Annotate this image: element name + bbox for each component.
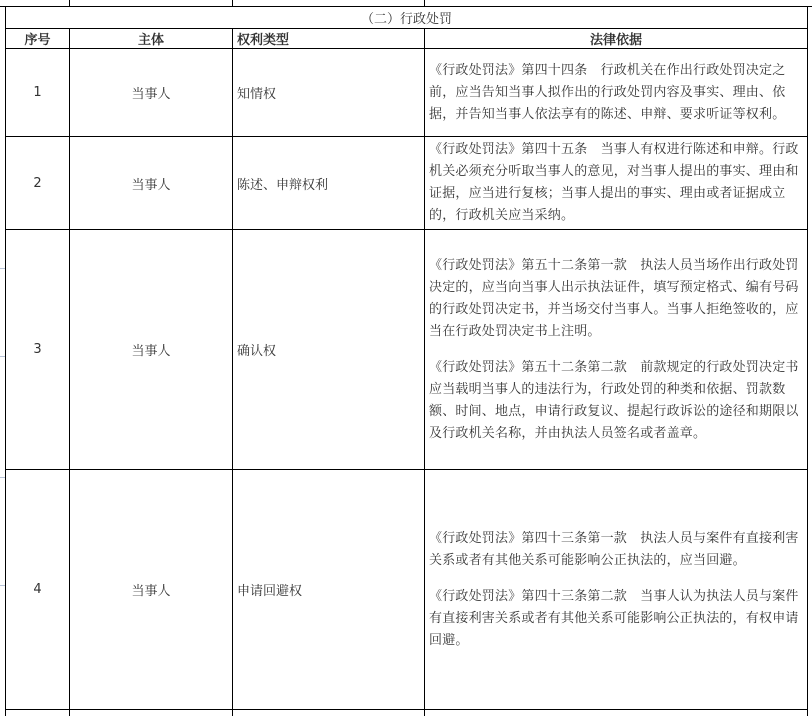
legal-basis-paragraph: 《行政处罚法》第五十二条第二款 前款规定的行政处罚决定书应当载明当事人的违法行为，行政处罚的种类和依据、罚款数额、时间、地点，申请行政复议、提起行政诉讼的途径和期限以及行政机关名称，并由执法人员签名或者盖章。 xyxy=(429,359,799,441)
legal-basis-cell[interactable] xyxy=(425,137,808,230)
right-type-cell[interactable]: 确认权 xyxy=(233,230,425,470)
legal-basis-paragraph: 《行政处罚法》第四十三条第二款 当事人认为执法人员与案件有直接利害关系或者有其他关系可能影响公正执法的，有权申请回避。 xyxy=(429,588,799,648)
rights-table xyxy=(5,6,808,716)
legal-basis-cell[interactable] xyxy=(425,230,808,470)
section-title-row xyxy=(6,7,808,29)
subject-cell[interactable]: 当事人 xyxy=(70,470,233,710)
row-index-cell[interactable]: 3 xyxy=(6,230,70,470)
right-type-cell[interactable]: 知情权 xyxy=(233,49,425,137)
empty-cell[interactable] xyxy=(233,710,425,717)
legal-basis-paragraph: 《行政处罚法》第四十四条 行政机关在作出行政处罚决定之前，应当告知当事人拟作出的行政处罚内容及事实、理由、依据，并告知当事人依法享有的陈述、申辩、要求听证等权利。 xyxy=(429,62,786,122)
column-header-subject[interactable]: 主体 xyxy=(70,29,233,49)
table-row xyxy=(6,230,808,470)
legal-basis-paragraph: 《行政处罚法》第四十三条第一款 执法人员与案件有直接利害关系或者有其他关系可能影响公正执法的，应当回避。 xyxy=(429,530,799,568)
legal-basis-cell[interactable] xyxy=(425,470,808,710)
legal-basis-cell[interactable] xyxy=(425,49,808,137)
row-index-cell[interactable]: 1 xyxy=(6,49,70,137)
legal-basis-paragraph: 《行政处罚法》第四十五条 当事人有权进行陈述和申辩。行政机关必须充分听取当事人的意见，对当事人提出的事实、理由和证据，应当进行复核；当事人提出的事实、理由或者证据成立的，行政机关应当采纳。 xyxy=(429,142,799,223)
next-row-edge xyxy=(6,710,808,717)
right-type-cell[interactable]: 申请回避权 xyxy=(233,470,425,710)
section-title[interactable]: （二）行政处罚 xyxy=(6,7,808,29)
subject-cell[interactable]: 当事人 xyxy=(70,137,233,230)
column-header-right-type[interactable]: 权利类型 xyxy=(233,29,425,49)
subject-cell[interactable]: 当事人 xyxy=(70,230,233,470)
right-type-cell[interactable]: 陈述、申辩权利 xyxy=(233,137,425,230)
empty-cell[interactable] xyxy=(70,710,233,717)
column-header-legal-basis[interactable]: 法律依据 xyxy=(425,29,808,49)
column-header-row xyxy=(6,29,808,49)
legal-basis-paragraph: 《行政处罚法》第五十二条第一款 执法人员当场作出行政处罚决定的，应当向当事人出示执法证件，填写预定格式、编有号码的行政处罚决定书，并当场交付当事人。当事人拒绝签收的，应当在行政处罚决定书上注明。 xyxy=(429,257,799,339)
empty-cell[interactable] xyxy=(6,710,70,717)
table-row xyxy=(6,49,808,137)
column-header-index[interactable]: 序号 xyxy=(6,29,70,49)
row-index-cell[interactable]: 4 xyxy=(6,470,70,710)
empty-cell[interactable] xyxy=(425,710,808,717)
subject-cell[interactable]: 当事人 xyxy=(70,49,233,137)
row-index-cell[interactable]: 2 xyxy=(6,137,70,230)
table-row xyxy=(6,137,808,230)
table-row xyxy=(6,470,808,710)
